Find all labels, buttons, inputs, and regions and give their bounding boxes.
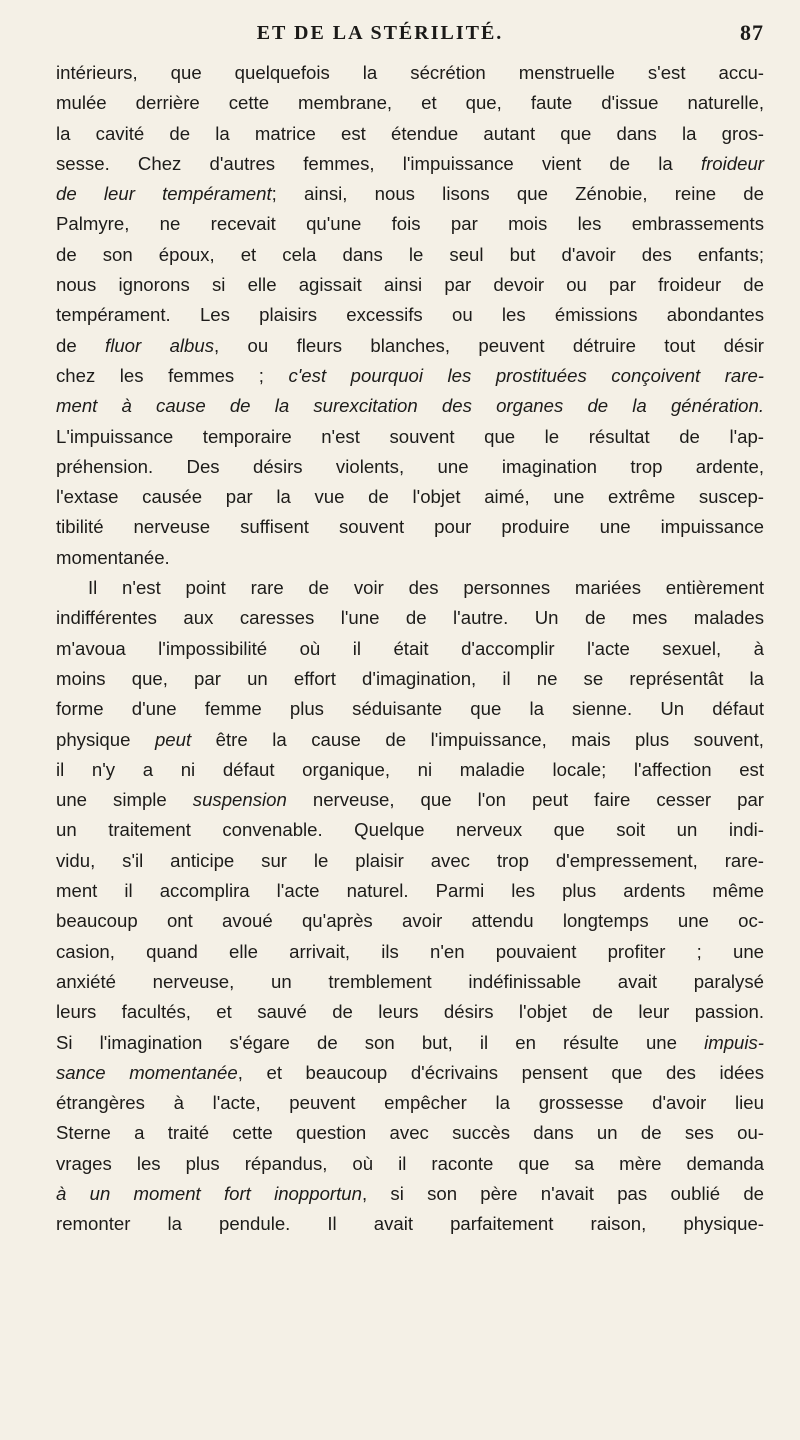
text-line: [56, 906, 764, 936]
text-line: [56, 967, 764, 997]
text-segment: Sterne a traité cette question avec succès dans un de ses ou-: [56, 1122, 764, 1144]
text-segment: de: [56, 334, 106, 356]
italic-segment: à un moment fort inopportun: [56, 1182, 362, 1204]
text-line: [56, 694, 764, 724]
text-line: [56, 482, 764, 512]
text-segment: momentanée.: [56, 546, 170, 568]
text-line: [56, 119, 764, 149]
text-segment: étrangères à l'acte, peuvent empêcher la grossesse d'avoir lieu: [56, 1092, 764, 1114]
text-line: [56, 88, 764, 118]
text-line: [56, 422, 764, 452]
text-line: [56, 664, 764, 694]
text-line: [56, 512, 764, 542]
text-segment: la cavité de la matrice est étendue autant que dans la gros-: [56, 122, 764, 144]
italic-segment: de leur tempérament: [56, 183, 272, 205]
text-segment: moins que, par un effort d'imagination, il ne se représentât la: [56, 667, 764, 689]
text-line: [56, 179, 764, 209]
running-title: ET DE LA STÉRILITÉ.: [256, 22, 504, 44]
text-line: [56, 603, 764, 633]
text-line: [56, 1058, 764, 1088]
text-line: [56, 725, 764, 755]
text-line: [56, 573, 764, 603]
text-line: [56, 1149, 764, 1179]
text-segment: intérieurs, que quelquefois la sécrétion menstruelle s'est accu-: [56, 62, 764, 83]
text-line: [56, 755, 764, 785]
text-line: [56, 149, 764, 179]
text-line: [56, 785, 764, 815]
text-segment: un traitement convenable. Quelque nerveux que soit un indi-: [56, 819, 764, 841]
text-line: [56, 300, 764, 330]
text-line: [56, 634, 764, 664]
text-segment: nous ignorons si elle agissait ainsi par devoir ou par froideur de: [56, 274, 764, 296]
text-line: [56, 876, 764, 906]
text-segment: Palmyre, ne recevait qu'une fois par mois les embrassements: [56, 213, 764, 235]
text-segment: leurs facultés, et sauvé de leurs désirs l'objet de leur passion.: [56, 1001, 764, 1023]
text-segment: m'avoua l'impossibilité où il était d'accomplir l'acte sexuel, à: [56, 637, 764, 659]
text-line: [56, 1179, 764, 1209]
text-line: [56, 1118, 764, 1148]
text-line: [56, 997, 764, 1027]
italic-segment: fluor albus: [105, 334, 215, 356]
text-line: [56, 815, 764, 845]
page-number: 87: [740, 20, 764, 45]
text-line: [56, 937, 764, 967]
text-line: [56, 240, 764, 270]
italic-segment: c'est pourquoi les prostituées conçoivent rare-: [288, 364, 764, 386]
running-header: [56, 14, 764, 58]
text-line: [56, 331, 764, 361]
text-segment: forme d'une femme plus séduisante que la sienne. Un défaut: [56, 698, 764, 720]
text-segment: nerveuse, que l'on peut faire cesser par: [286, 789, 764, 811]
text-segment: vidu, s'il anticipe sur le plaisir avec trop d'empressement, rare-: [56, 849, 764, 871]
text-segment: sesse. Chez d'autres femmes, l'impuissance vient de la: [56, 152, 701, 174]
text-line: [56, 543, 764, 573]
text-line: [56, 1088, 764, 1118]
text-segment: ment il accomplira l'acte naturel. Parmi les plus ardents même: [56, 880, 764, 902]
italic-segment: sance momentanée: [56, 1061, 238, 1083]
body-text: [56, 58, 764, 1240]
text-segment: L'impuissance temporaire n'est souvent que le résultat de l'ap-: [56, 425, 764, 447]
text-segment: ; ainsi, nous lisons que Zénobie, reine de: [271, 183, 764, 205]
italic-segment: froideur: [700, 152, 764, 174]
text-line: [56, 209, 764, 239]
text-segment: de son époux, et cela dans le seul but d'avoir des enfants;: [56, 243, 764, 265]
text-segment: , ou fleurs blanches, peuvent détruire tout désir: [214, 334, 764, 356]
text-segment: tibilité nerveuse suffisent souvent pour produire une impuissance: [56, 516, 764, 538]
text-segment: Si l'imagination s'égare de son but, il en résulte une: [56, 1031, 705, 1053]
italic-segment: impuis-: [704, 1031, 764, 1053]
text-line: [56, 846, 764, 876]
text-segment: , si son père n'avait pas oublié de: [361, 1182, 765, 1204]
italic-segment: suspension: [192, 789, 287, 811]
text-segment: tempérament. Les plaisirs excessifs ou les émissions abondantes: [56, 304, 764, 326]
text-segment: indifférentes aux caresses l'une de l'autre. Un de mes malades: [56, 607, 764, 629]
text-segment: mulée derrière cette membrane, et que, faute d'issue naturelle,: [56, 92, 764, 114]
text-line: [56, 270, 764, 300]
text-line: [56, 1209, 764, 1239]
text-line: [56, 1028, 764, 1058]
text-line: [56, 391, 764, 421]
text-line: [56, 361, 764, 391]
italic-segment: peut: [154, 728, 192, 750]
italic-segment: ment à cause de la surexcitation des organes de la génération.: [56, 395, 764, 417]
text-segment: remonter la pendule. Il avait parfaitement raison, physique-: [56, 1213, 764, 1235]
text-segment: casion, quand elle arrivait, ils n'en pouvaient profiter ; une: [56, 940, 764, 962]
text-segment: vrages les plus répandus, où il raconte que sa mère demanda: [56, 1152, 764, 1174]
text-line: [56, 58, 764, 88]
text-segment: il n'y a ni défaut organique, ni maladie locale; l'affection est: [56, 758, 764, 780]
text-segment: être la cause de l'impuissance, mais plus souvent,: [191, 728, 764, 750]
text-segment: anxiété nerveuse, un tremblement indéfinissable avait paralysé: [56, 970, 764, 992]
text-segment: chez les femmes ;: [56, 364, 289, 386]
text-segment: une simple: [56, 789, 193, 811]
text-segment: beaucoup ont avoué qu'après avoir attendu longtemps une oc-: [56, 910, 764, 932]
text-segment: préhension. Des désirs violents, une imagination trop ardente,: [56, 455, 764, 477]
text-segment: Il n'est point rare de voir des personnes mariées entièrement: [88, 577, 764, 599]
text-line: [56, 452, 764, 482]
text-segment: physique: [56, 728, 155, 750]
text-segment: l'extase causée par la vue de l'objet aimé, une extrême suscep-: [56, 486, 764, 508]
text-segment: , et beaucoup d'écrivains pensent que des idées: [237, 1061, 764, 1083]
